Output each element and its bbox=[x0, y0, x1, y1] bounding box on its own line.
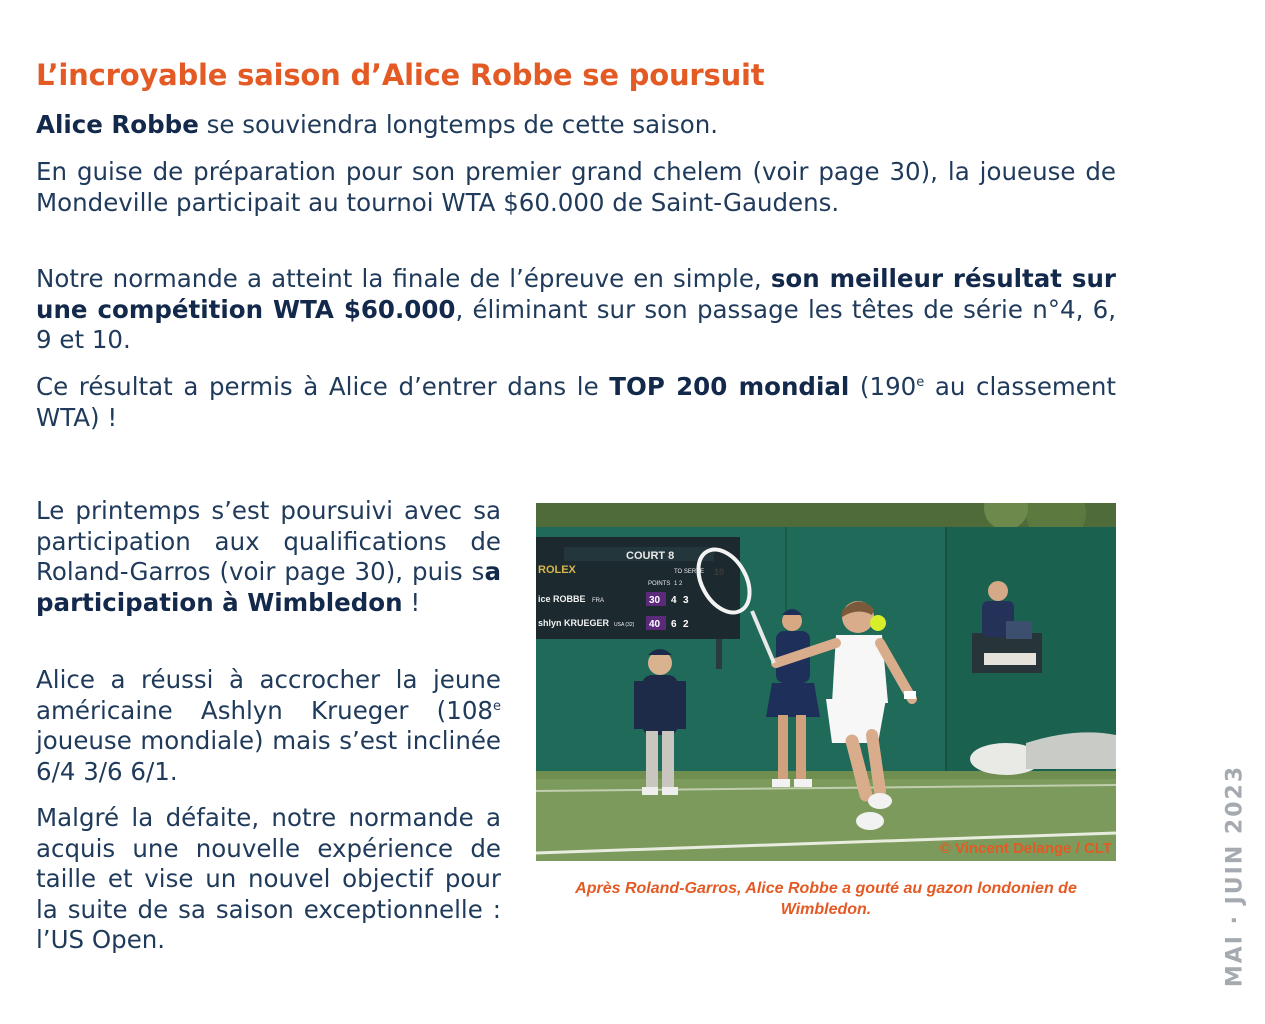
scoreboard-player1-set1: 4 bbox=[671, 595, 677, 606]
ranking-text-start: Ce résultat a permis à Alice d’entrer dans le bbox=[36, 372, 610, 401]
match-text-start: Alice a réussi à accrocher la jeune américaine Ashlyn Krueger (108 bbox=[36, 665, 501, 725]
ordinal-sup: e bbox=[916, 375, 925, 390]
spring-text-end: ! bbox=[402, 587, 421, 617]
preparation-paragraph: En guise de préparation pour son premier grand chelem (voir page 30), la joueuse de Mondeville participait au tournoi WTA $60.000 de Saint-Gaudens. bbox=[36, 157, 1116, 217]
article-title: L’incroyable saison d’Alice Robbe se poursuit bbox=[36, 58, 765, 92]
scoreboard-court: COURT 8 bbox=[626, 550, 675, 562]
intro-text: se souviendra longtemps de cette saison. bbox=[198, 110, 719, 139]
final-text-start: Notre normande a atteint la finale de l’épreuve en simple, bbox=[36, 264, 771, 293]
scoreboard-player2-points: 40 bbox=[649, 619, 661, 630]
ranking-paragraph bbox=[36, 372, 1116, 433]
photo-credit: © Vincent Delange / CLT bbox=[939, 840, 1112, 857]
ranking-text-mid: (190 bbox=[849, 372, 917, 401]
objective-paragraph: Malgré la défaite, notre normande a acquis une nouvelle expérience de taille et vise un nouvel objectif pour la suite de sa saison exceptionnelle : l’US Open. bbox=[36, 803, 501, 954]
final-text-end: , éliminant sur son passage les têtes de série n°4, 6, 9 et 10. bbox=[36, 294, 1116, 354]
wimbledon-photo bbox=[536, 503, 1116, 861]
photo-caption: Après Roland-Garros, Alice Robbe a gouté au gazon londonien de Wimbledon. bbox=[575, 880, 1077, 918]
player-name: Alice Robbe bbox=[36, 110, 199, 139]
scoreboard-player2-set2: 2 bbox=[683, 619, 689, 630]
spring-paragraph bbox=[36, 496, 501, 618]
top200-highlight: TOP 200 mondial bbox=[609, 372, 850, 401]
match-text-end: joueuse mondiale) mais s’est inclinée 6/4 3/6 6/1. bbox=[36, 726, 501, 786]
scoreboard-player1-points: 30 bbox=[649, 595, 661, 606]
spring-text-start: Le printemps s’est poursuivi avec sa participation aux qualifications de Roland-Garros (voir page 30), puis s bbox=[36, 496, 501, 586]
scoreboard-player1-set2: 3 bbox=[683, 595, 689, 606]
best-result-highlight: son meilleur résultat sur une compétition WTA $60.000 bbox=[36, 264, 1116, 324]
ordinal-sup: e bbox=[493, 698, 501, 714]
scoreboard-player1-country: FRA bbox=[592, 598, 604, 604]
scoreboard-player2: shlyn KRUEGER bbox=[538, 618, 610, 628]
intro-paragraph bbox=[36, 110, 1116, 141]
scoreboard-serve-header: TO SERVE bbox=[674, 569, 705, 575]
final-paragraph bbox=[36, 264, 1116, 356]
wimbledon-highlight: a participation à Wimbledon bbox=[36, 557, 501, 617]
scoreboard-player1: ice ROBBE bbox=[538, 594, 586, 604]
scoreboard-points-header: POINTS bbox=[648, 581, 671, 587]
ranking-text-end: au classement WTA) ! bbox=[36, 372, 1116, 432]
scoreboard-player2-country: USA (32) bbox=[614, 622, 635, 628]
racket-label: 10 bbox=[714, 567, 725, 577]
scoreboard-player2-set1: 6 bbox=[671, 619, 677, 630]
issue-sidebar bbox=[1220, 760, 1250, 992]
scoreboard-sets-header: 1 2 bbox=[674, 581, 683, 587]
issue-date: MAI · JUIN 2023 bbox=[1222, 764, 1248, 988]
scoreboard-brand: ROLEX bbox=[538, 564, 576, 576]
match-paragraph bbox=[36, 665, 501, 787]
